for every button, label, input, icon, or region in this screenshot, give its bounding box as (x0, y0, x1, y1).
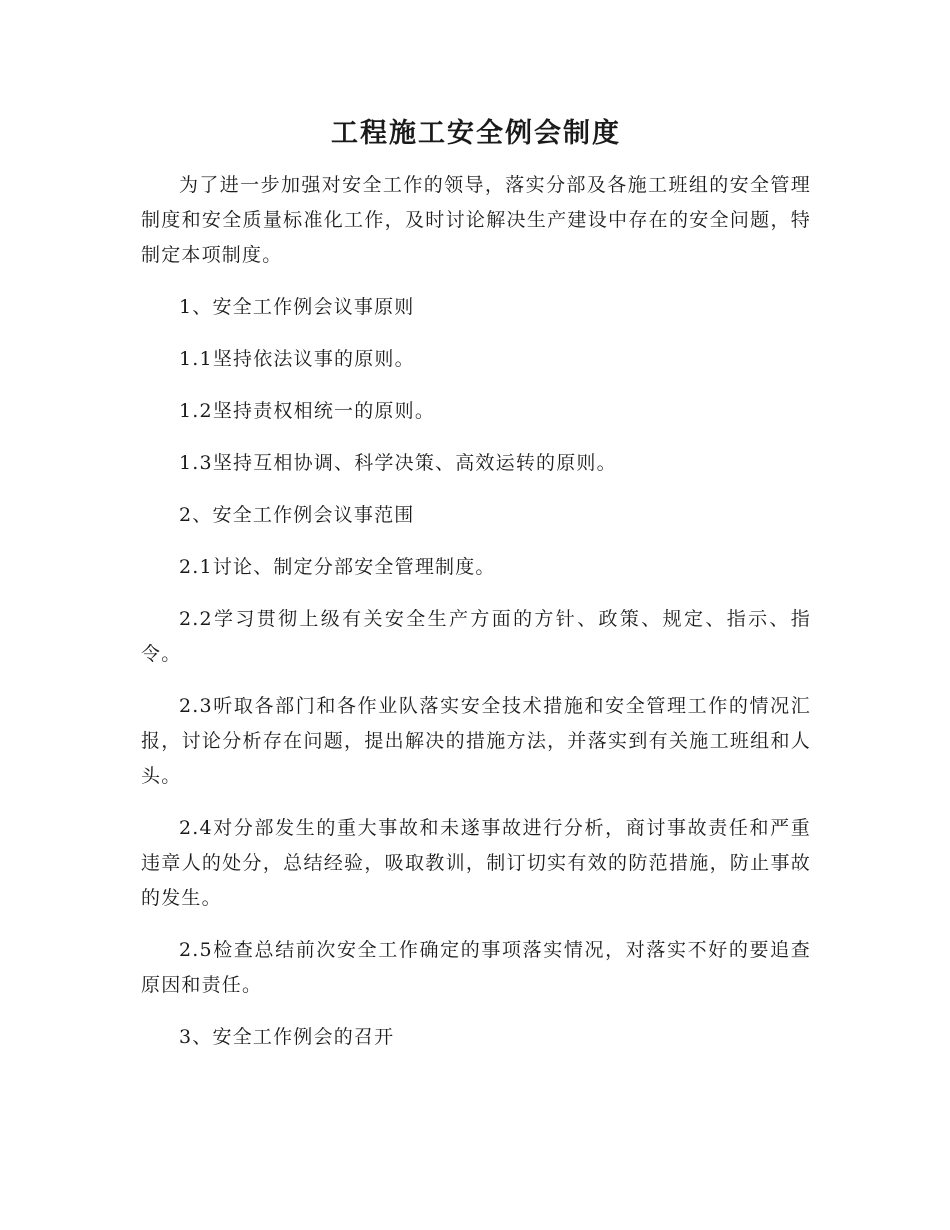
clause-2-4: 2.4对分部发生的重大事故和未遂事故进行分析，商讨事故责任和严重违章人的处分，总结经验，吸取教训，制订切实有效的防范措施，防止事故的发生。 (141, 817, 811, 909)
clause-1-3: 1.3坚持互相协调、科学决策、高效运转的原则。 (179, 452, 617, 474)
document-title: 工程施工安全例会制度 (331, 118, 621, 149)
clause-2-5: 2.5检查总结前次安全工作确定的事项落实情况，对落实不好的要追查原因和责任。 (141, 939, 811, 996)
section-heading-3: 3、安全工作例会的召开 (179, 1026, 395, 1048)
clause-2-2: 2.2学习贯彻上级有关安全生产方面的方针、政策、规定、指示、指令。 (141, 608, 811, 665)
document-body (141, 110, 811, 1055)
clause-1-1: 1.1坚持依法议事的原则。 (179, 348, 415, 370)
intro-paragraph: 为了进一步加强对安全工作的领导，落实分部及各施工班组的安全管理制度和安全质量标准化工作，及时讨论解决生产建设中存在的安全问题，特制定本项制度。 (141, 174, 811, 266)
clause-1-2: 1.2坚持责权相统一的原则。 (179, 400, 436, 422)
section-heading-2: 2、安全工作例会议事范围 (179, 504, 415, 526)
clause-2-3: 2.3听取各部门和各作业队落实安全技术措施和安全管理工作的情况汇报，讨论分析存在问题，提出解决的措施方法，并落实到有关施工班组和人头。 (141, 695, 811, 787)
section-heading-1: 1、安全工作例会议事原则 (179, 296, 415, 318)
clause-2-1: 2.1讨论、制定分部安全管理制度。 (179, 556, 496, 578)
